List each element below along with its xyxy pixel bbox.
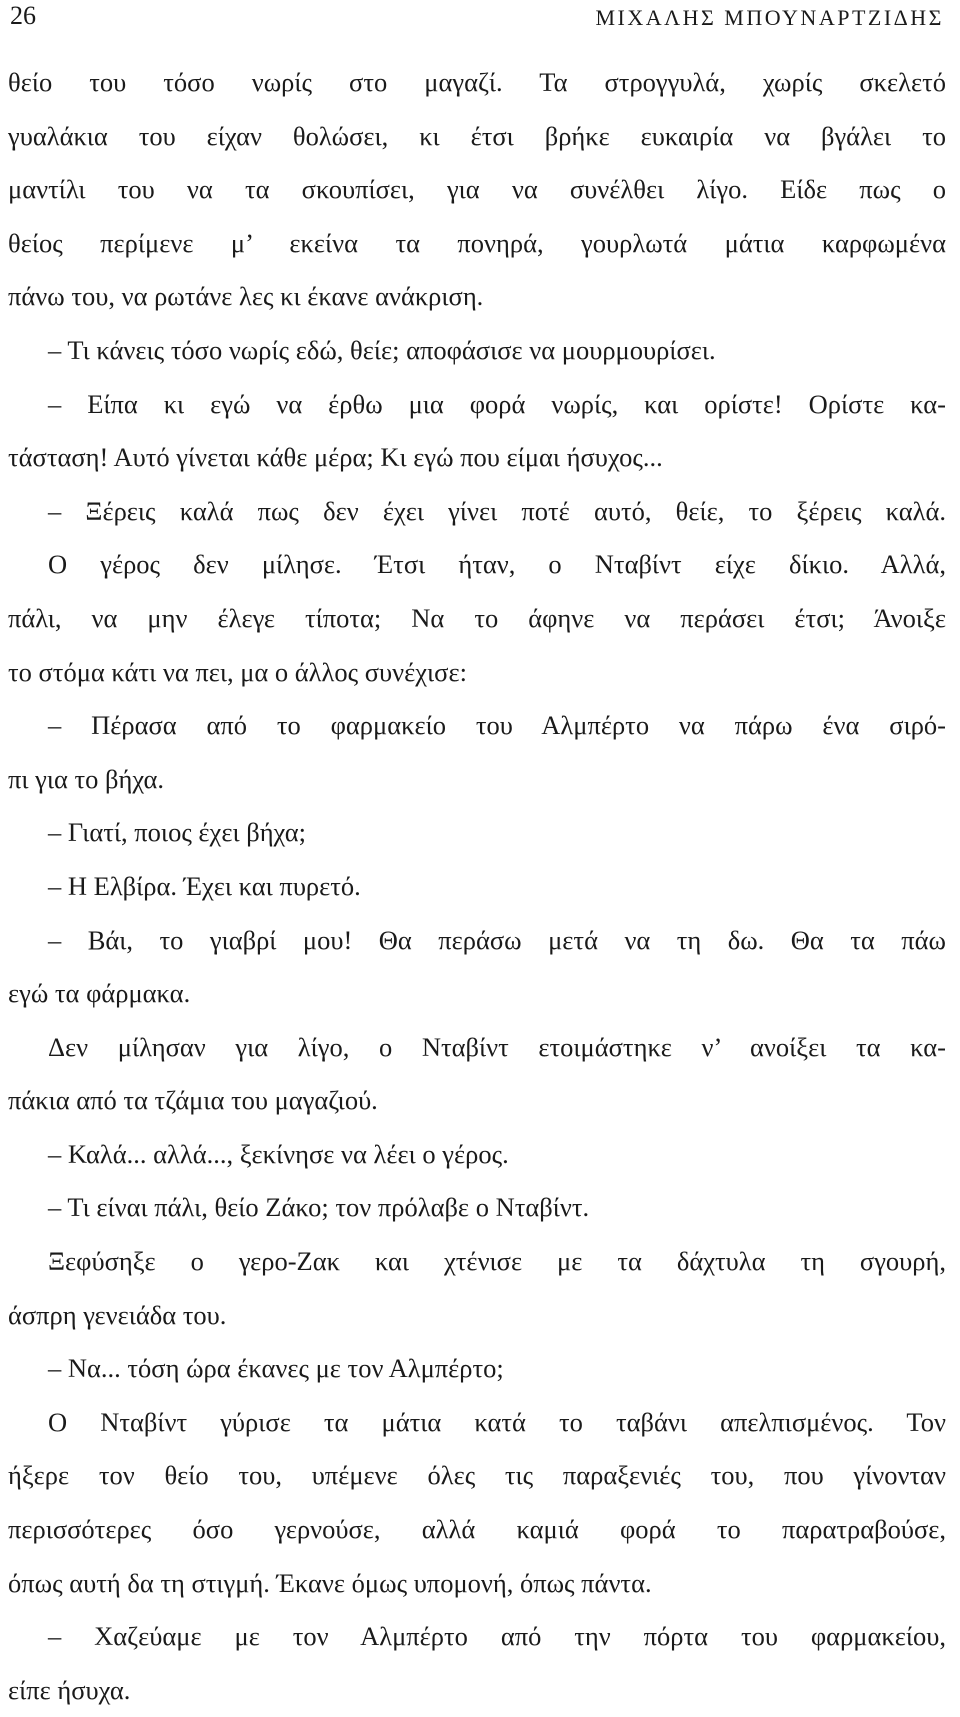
text-line: ήξερε τον θείο του, υπέμενε όλες τις παραξενιές του, που γίνονταν bbox=[8, 1460, 946, 1491]
text-line: – Χαζεύαμε με τον Αλμπέρτο από την πόρτα του φαρμακείου, bbox=[48, 1621, 946, 1652]
text-line: – Βάι, το γιαβρί μου! Θα περάσω μετά να τη δω. Θα τα πάω bbox=[48, 924, 946, 955]
text-line: γυαλάκια του είχαν θολώσει, κι έτσι βρήκε ευκαιρία να βγάλει το bbox=[8, 120, 946, 151]
body-text bbox=[8, 56, 946, 1717]
text-line: – Είπα κι εγώ να έρθω μια φορά νωρίς, και ορίστε! Ορίστε κα- bbox=[48, 388, 946, 419]
text-line: εγώ τα φάρμακα. bbox=[8, 978, 191, 1009]
text-line: – Ξέρεις καλά πως δεν έχει γίνει ποτέ αυτό, θείε, το ξέρεις καλά. bbox=[48, 495, 946, 526]
text-line: άσπρη γενειάδα του. bbox=[8, 1299, 227, 1330]
text-line: όπως αυτή δα τη στιγμή. Έκανε όμως υπομονή, όπως πάντα. bbox=[8, 1567, 652, 1598]
text-line: Ο Νταβίντ γύρισε τα μάτια κατά το ταβάνι απελπισμένος. Τον bbox=[48, 1406, 946, 1437]
text-line: – Γιατί, ποιος έχει βήχα; bbox=[48, 817, 306, 848]
text-line: – Καλά... αλλά..., ξεκίνησε να λέει ο γέρος. bbox=[48, 1138, 509, 1169]
text-line: – Τι είναι πάλι, θείο Ζάκο; τον πρόλαβε ο Νταβίντ. bbox=[48, 1192, 590, 1223]
text-line: το στόμα κάτι να πει, μα ο άλλος συνέχισε: bbox=[8, 656, 467, 687]
text-line: τάσταση! Αυτό γίνεται κάθε μέρα; Κι εγώ που είμαι ήσυχος... bbox=[8, 442, 663, 473]
text-line: είπε ήσυχα. bbox=[8, 1674, 131, 1705]
running-header-author: ΜΙΧΑΛΗΣ ΜΠΟΥΝΑΡΤΖΙΔΗΣ bbox=[595, 5, 944, 30]
text-line: – Πέρασα από το φαρμακείο του Αλμπέρτο να πάρω ένα σιρό- bbox=[48, 710, 946, 741]
text-line: πάνω του, να ρωτάνε λες κι έκανε ανάκριση. bbox=[8, 281, 484, 312]
page-number: 26 bbox=[10, 1, 36, 30]
text-line: Ο γέρος δεν μίλησε. Έτσι ήταν, ο Νταβίντ είχε δίκιο. Αλλά, bbox=[48, 549, 946, 580]
text-line: πάλι, να μην έλεγε τίποτα; Να το άφηνε να περάσει έτσι; Άνοιξε bbox=[8, 602, 946, 633]
text-line: – Τι κάνεις τόσο νωρίς εδώ, θείε; αποφάσισε να μουρμουρίσει. bbox=[48, 334, 716, 365]
text-line: – Να... τόση ώρα έκανες με τον Αλμπέρτο; bbox=[48, 1353, 504, 1384]
text-line: μαντίλι του να τα σκουπίσει, για να συνέλθει λίγο. Είδε πως ο bbox=[8, 174, 946, 205]
text-line: Ξεφύσηξε ο γερο-Ζακ και χτένισε με τα δάχτυλα τη σγουρή, bbox=[48, 1246, 946, 1277]
text-line: περισσότερες όσο γερνούσε, αλλά καμιά φορά το παρατραβούσε, bbox=[8, 1514, 946, 1545]
text-line: πι για το βήχα. bbox=[8, 763, 165, 794]
text-line: θείος περίμενε μ’ εκείνα τα πονηρά, γουρλωτά μάτια καρφωμένα bbox=[8, 227, 946, 258]
text-line: θείο του τόσο νωρίς στο μαγαζί. Τα στρογγυλά, χωρίς σκελετό bbox=[8, 67, 946, 97]
text-line: Δεν μίλησαν για λίγο, ο Νταβίντ ετοιμάστηκε ν’ ανοίξει τα κα- bbox=[48, 1031, 946, 1062]
text-line: – Η Ελβίρα. Έχει και πυρετό. bbox=[48, 870, 361, 901]
page-header bbox=[10, 0, 944, 36]
text-line: πάκια από τα τζάμια του μαγαζιού. bbox=[8, 1085, 378, 1116]
